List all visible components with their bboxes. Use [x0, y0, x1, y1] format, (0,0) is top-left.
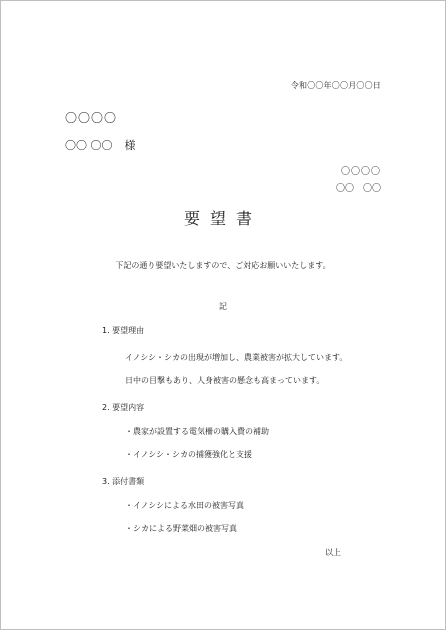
recipient-honorific: 様	[124, 139, 136, 152]
section-heading-request: 2. 要望内容	[102, 403, 145, 412]
document-date: 令和〇〇年〇〇月〇〇日	[290, 81, 381, 90]
section-heading-reason: 1. 要望理由	[102, 326, 145, 335]
closing-text: 以上	[325, 548, 341, 557]
section-item: 日中の目撃もあり、人身被害の懸念も高まっています。	[125, 376, 325, 385]
section-item: イノシシ・シカの出現が増加し、農業被害が拡大しています。	[125, 353, 348, 362]
intro-text: 下記の通り要望いたしますので、ご対応お願いいたします。	[115, 261, 331, 270]
recipient-surname: 〇〇	[65, 139, 87, 152]
recipient-name	[65, 137, 136, 153]
section-item: ・イノシシ・シカの捕獲強化と支援	[125, 450, 252, 459]
sender-organization: 〇〇〇〇	[340, 167, 381, 177]
section-item: ・イノシシによる水田の被害写真	[125, 501, 244, 510]
section-heading-attachments: 3. 添付書類	[102, 477, 145, 486]
document-title: 要望書	[183, 209, 262, 228]
section-item: ・農家が設置する電気柵の購入費の補助	[125, 427, 269, 436]
section-item: ・シカによる野菜畑の被害写真	[125, 524, 237, 533]
ki-marker: 記	[219, 302, 227, 311]
recipient-given-name: 〇〇	[90, 139, 113, 152]
sender-name: 〇〇 〇〇	[335, 184, 381, 194]
recipient-organization: 〇〇〇〇	[65, 111, 118, 125]
